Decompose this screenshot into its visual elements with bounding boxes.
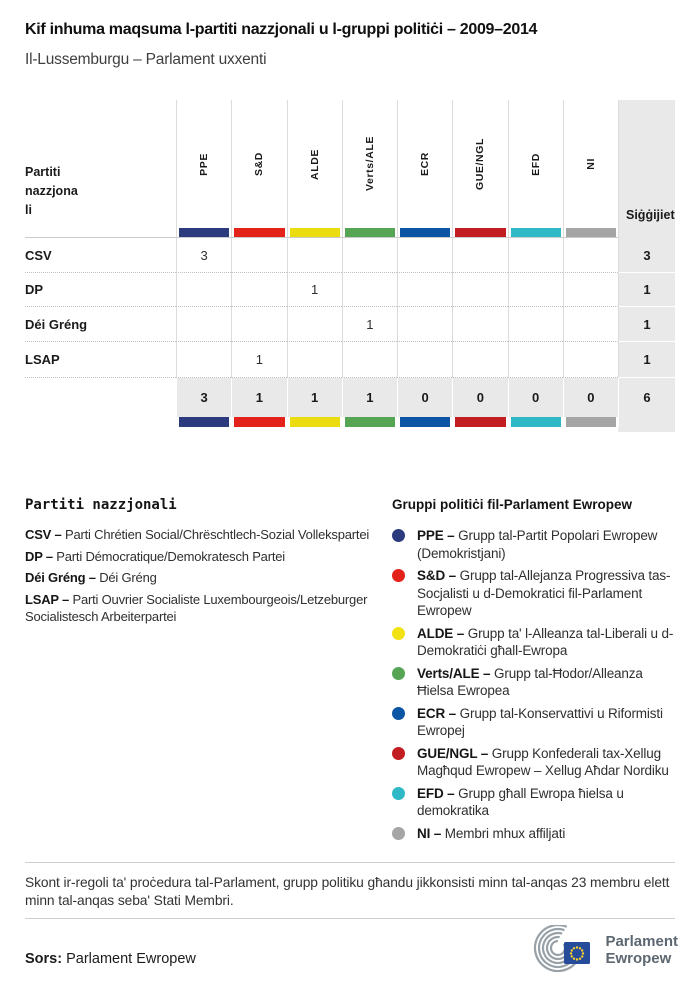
totals-row-spacer [25, 378, 176, 417]
group-color-dot [392, 627, 405, 640]
political-groups-heading: Gruppi politiċi fil-Parlament Ewropew [392, 497, 633, 512]
group-color-bar [179, 417, 229, 427]
seat-cell [508, 238, 563, 273]
group-color-bar [566, 228, 616, 237]
legend-item: EFD – Grupp għall Ewropa ħielsa u demokratika [392, 785, 679, 820]
seat-cell: 1 [287, 273, 342, 307]
seat-cell: 1 [342, 307, 397, 342]
legend-item: CSV – Parti Chrétien Social/Chrëschtlech-Sozial Vollekspartei [25, 527, 370, 542]
seat-cell [342, 273, 397, 307]
column-total-cell: 1 [287, 378, 342, 417]
seat-cell [397, 342, 452, 378]
seat-cell [231, 238, 286, 273]
group-color-bar [345, 417, 395, 427]
group-color-bar [234, 228, 284, 237]
source-line [25, 951, 196, 967]
column-total-cell: 3 [176, 378, 231, 417]
legend-item: S&D – Grupp tal-Allejanza Progressiva tas-Socjalisti u d-Demokratici fil-Parlament Ewropew [392, 567, 679, 620]
seat-cell [452, 307, 507, 342]
seat-cell [287, 342, 342, 378]
column-header-sd: S&D [231, 100, 286, 228]
seat-cell [452, 238, 507, 273]
legend-item: ECR – Grupp tal-Konservattivi u Riformisti Ewropej [392, 705, 679, 740]
seat-cell [452, 342, 507, 378]
legend-item: GUE/NGL – Grupp Konfederali tax-Xellug Magħqud Ewropew – Xellug Aħdar Nordiku [392, 745, 679, 780]
party-label: CSV [25, 247, 52, 263]
page-subtitle: Il-Lussemburgu – Parlament uxxenti [25, 51, 267, 68]
legend-item: LSAP – Parti Ouvrier Socialiste Luxembourgeois/Letzeburger Socialistesch Arbeiterpartei [25, 591, 368, 624]
grand-total-cell: 6 [618, 378, 675, 417]
source-label: Sors: [25, 951, 63, 967]
divider [25, 918, 675, 919]
group-color-bar [400, 417, 450, 427]
legend-item: Verts/ALE – Grupp tal-Ħodor/Alleanza Ħielsa Ewropea [392, 665, 679, 700]
party-label: DP [25, 282, 44, 297]
group-color-dot [392, 827, 405, 840]
seat-cell [342, 342, 397, 378]
group-color-bar [290, 417, 340, 427]
seat-cell [452, 273, 507, 307]
column-total-cell: 1 [231, 378, 286, 417]
table-row [25, 342, 176, 378]
group-color-bar [290, 228, 340, 237]
political-groups-legend [392, 497, 679, 847]
seat-cell: 3 [176, 238, 231, 273]
seat-cell [176, 273, 231, 307]
group-color-bar [455, 417, 505, 427]
column-total-cell: 0 [563, 378, 618, 417]
column-header-seats: Siġġijiet [618, 100, 675, 228]
row-total-cell: 1 [618, 342, 675, 378]
group-color-bar [345, 228, 395, 237]
party-label: Déi Gréng [25, 316, 88, 332]
group-color-bar [179, 228, 229, 237]
group-color-dot [392, 747, 405, 760]
group-color-bar [400, 228, 450, 237]
header-bar-spacer [25, 228, 176, 238]
seat-cell [176, 307, 231, 342]
legend-item: Déi Gréng – Déi Gréng [25, 570, 157, 585]
group-color-dot [392, 667, 405, 680]
seat-cell [563, 238, 618, 273]
european-parliament-logo [532, 925, 678, 975]
column-header-ni: NI [563, 100, 618, 228]
table-corner-header: Partiti nazzjona li [25, 165, 78, 217]
seat-cell [287, 238, 342, 273]
parliament-hemicycle-icon [532, 925, 594, 975]
seat-cell: 1 [231, 342, 286, 378]
seat-cell [508, 342, 563, 378]
group-color-dot [392, 707, 405, 720]
seat-cell [397, 238, 452, 273]
eu-flag [564, 942, 590, 964]
column-header-verts-ale: Verts/ALE [342, 100, 397, 228]
legend-item: PPE – Grupp tal-Partit Popolari Ewropew (Demokristjani) [392, 527, 679, 562]
column-header-ppe: PPE [176, 100, 231, 228]
seat-cell [508, 273, 563, 307]
table-row [25, 273, 176, 307]
seat-cell [342, 238, 397, 273]
column-total-cell: 0 [452, 378, 507, 417]
legend-item: ALDE – Grupp ta' l-Alleanza tal-Liberali u d-Demokratiċi għall-Ewropa [392, 625, 679, 660]
row-total-cell: 1 [618, 273, 675, 307]
group-color-dot [392, 529, 405, 542]
group-color-bar [455, 228, 505, 237]
group-color-bar [234, 417, 284, 427]
column-total-cell: 0 [397, 378, 452, 417]
group-color-dot [392, 787, 405, 800]
seats-table [25, 100, 675, 427]
seat-cell [231, 273, 286, 307]
column-header-ecr: ECR [397, 100, 452, 228]
page-title: Kif inhuma maqsuma l-partiti nazzjonali u l-gruppi politiċi – 2009–2014 [25, 21, 538, 38]
column-total-cell: 1 [342, 378, 397, 417]
divider [25, 862, 675, 863]
group-color-dot [392, 569, 405, 582]
national-parties-heading: Partiti nazzjonali [25, 497, 177, 513]
source-text: Parlament Ewropew [66, 951, 196, 967]
seat-cell [563, 307, 618, 342]
table-row [25, 307, 176, 342]
seat-cell [563, 273, 618, 307]
seat-cell [176, 342, 231, 378]
table-row [25, 238, 176, 273]
seat-cell [231, 307, 286, 342]
national-parties-legend [25, 497, 388, 630]
column-header-alde: ALDE [287, 100, 342, 228]
seat-cell [287, 307, 342, 342]
legend-item: NI – Membri mhux affiljati [392, 825, 679, 843]
group-color-bar [566, 417, 616, 427]
seat-cell [563, 342, 618, 378]
legend-item: DP – Parti Démocratique/Demokratesch Partei [25, 548, 285, 564]
group-color-bar [511, 228, 561, 237]
group-color-bar [511, 417, 561, 427]
row-total-cell: 1 [618, 307, 675, 342]
seat-cell [397, 307, 452, 342]
logo-wordmark: Parlament Ewropew [605, 933, 678, 967]
row-total-cell: 3 [618, 238, 675, 273]
seat-cell [397, 273, 452, 307]
column-header-efd: EFD [508, 100, 563, 228]
column-total-cell: 0 [508, 378, 563, 417]
procedure-note: Skont ir-regoli ta' proċedura tal-Parlament, grupp politiku għandu jikkonsisti minn tal-anqas 23 membru elett minn tal-anqas seba' Stati Membri. [25, 875, 670, 908]
column-header-gue-ngl: GUE/NGL [452, 100, 507, 228]
seat-cell [508, 307, 563, 342]
party-label: LSAP [25, 352, 60, 367]
